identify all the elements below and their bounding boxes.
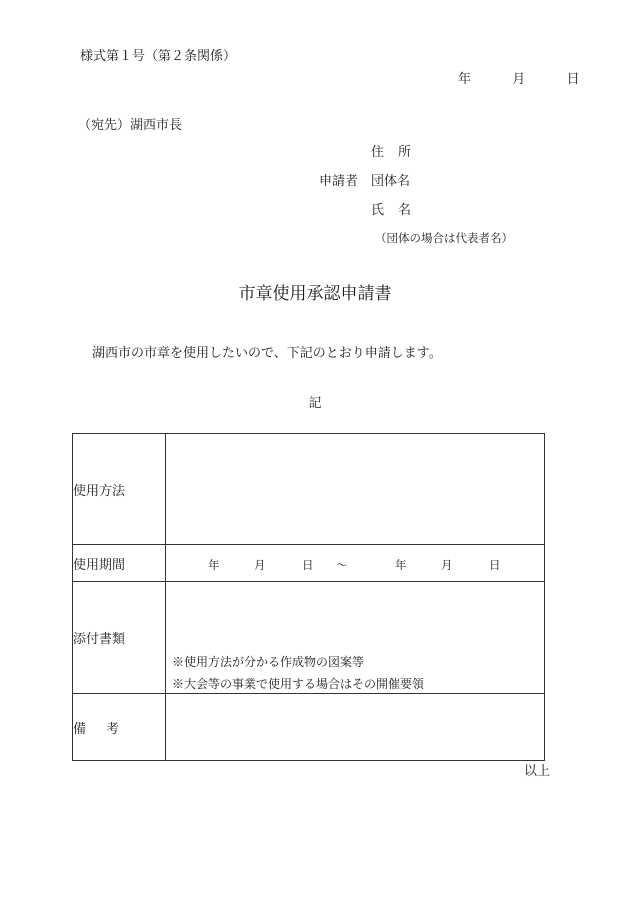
period-start-year-label: 年 bbox=[208, 558, 220, 572]
remarks-field[interactable] bbox=[166, 694, 545, 761]
name-label: 氏名 bbox=[371, 203, 426, 218]
applicant-label: 申請者 bbox=[319, 174, 359, 189]
application-table bbox=[72, 433, 545, 761]
usage-period-label: 使用期間 bbox=[73, 545, 166, 582]
group-name-label: 団体名 bbox=[371, 174, 411, 189]
usage-period-field[interactable] bbox=[166, 545, 545, 582]
closing-mark: 以上 bbox=[524, 764, 551, 779]
period-end-day-label: 日 bbox=[489, 558, 501, 572]
period-tilde: ～ bbox=[336, 558, 348, 572]
attachment-note: ※使用方法が分かる作成物の図案等 bbox=[172, 655, 365, 669]
remarks-label: 備考 bbox=[73, 694, 166, 761]
date-header bbox=[458, 73, 580, 86]
ki-marker: 記 bbox=[308, 396, 322, 411]
attachments-row bbox=[73, 582, 545, 694]
period-start-day-label: 日 bbox=[302, 558, 314, 572]
addressee: （宛先）湖西市長 bbox=[78, 118, 183, 133]
form-number: 様式第１号（第２条関係） bbox=[80, 49, 237, 64]
document-title: 市章使用承認申請書 bbox=[238, 284, 392, 304]
attachments-label: 添付書類 bbox=[73, 582, 166, 694]
period-start-month-label: 月 bbox=[254, 558, 266, 572]
usage-method-row bbox=[73, 434, 545, 545]
request-statement: 湖西市の市章を使用したいので、下記のとおり申請します。 bbox=[92, 346, 442, 361]
attachment-note: ※大会等の事業で使用する場合はその開催要領 bbox=[172, 677, 425, 691]
attachments-field[interactable] bbox=[166, 582, 545, 694]
date-year-label: 年 bbox=[458, 72, 472, 87]
remarks-row bbox=[73, 694, 545, 761]
date-day-label: 日 bbox=[566, 72, 580, 87]
usage-period-row bbox=[73, 545, 545, 582]
address-label: 住所 bbox=[371, 145, 426, 160]
usage-method-label: 使用方法 bbox=[73, 434, 166, 545]
usage-method-field[interactable] bbox=[166, 434, 545, 545]
period-end-year-label: 年 bbox=[395, 558, 407, 572]
representative-note: （団体の場合は代表者名） bbox=[375, 231, 513, 245]
date-month-label: 月 bbox=[512, 72, 526, 87]
period-end-month-label: 月 bbox=[441, 558, 453, 572]
